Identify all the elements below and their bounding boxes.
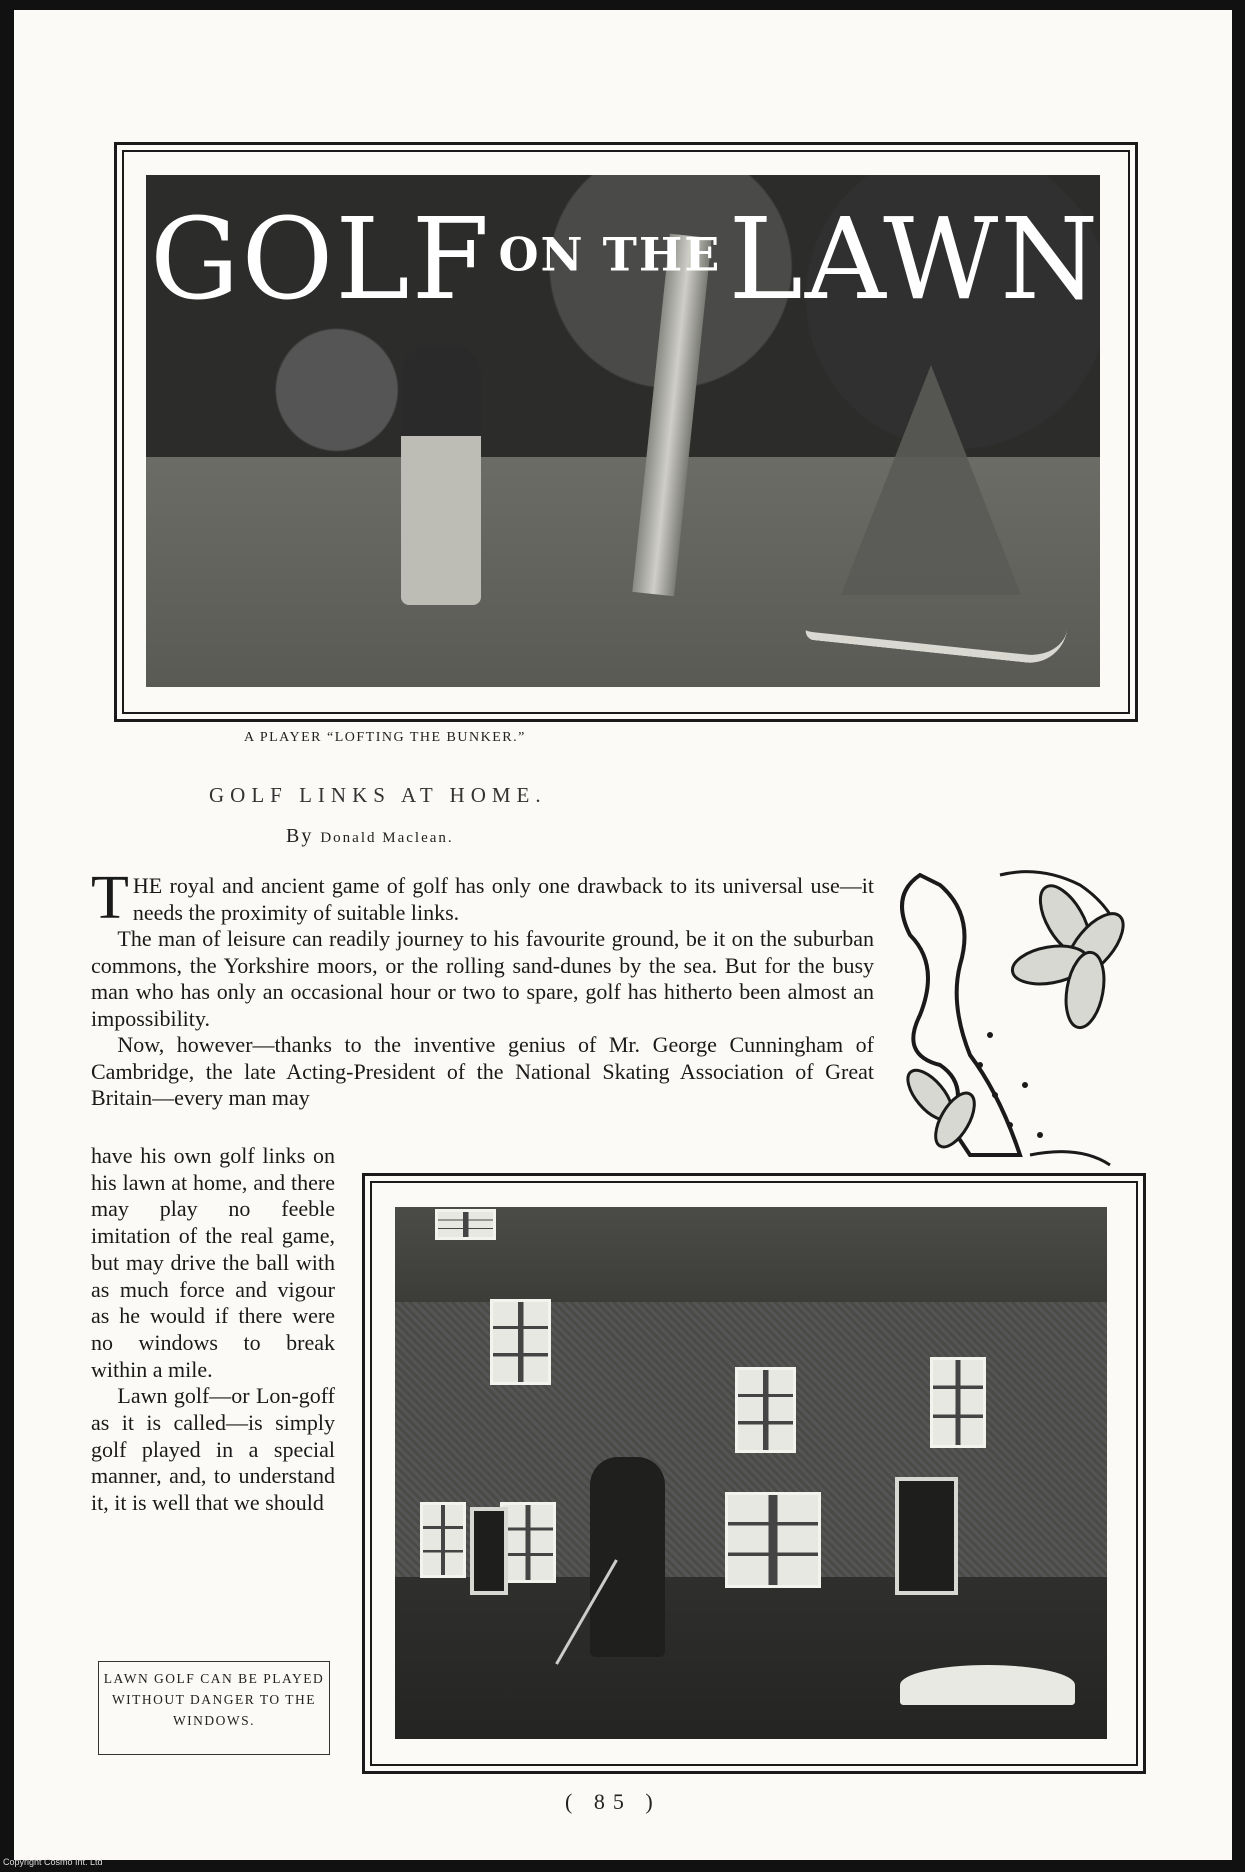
article-subtitle: GOLF LINKS AT HOME. bbox=[209, 783, 547, 807]
window bbox=[735, 1367, 796, 1453]
porch-door bbox=[895, 1477, 958, 1595]
page-number: ( 85 ) bbox=[565, 1789, 661, 1814]
window bbox=[930, 1357, 986, 1448]
title-lawn: LAWN bbox=[728, 195, 1101, 325]
byline-author: Donald Maclean. bbox=[320, 830, 454, 846]
paragraph-1 bbox=[91, 864, 874, 932]
paragraph-4: Lawn golf—or Lon-goff as it is called—is simply golf played in a special manner, and, to understand it, it is well that we should bbox=[91, 1383, 335, 1516]
photo-house-lawn-golf bbox=[395, 1207, 1107, 1739]
golfer-putting-figure bbox=[590, 1457, 665, 1657]
paragraph-1-text: HE royal and ancient game of golf has only one drawback to its universal use—it needs the proximity of suitable links. bbox=[132, 873, 874, 925]
paragraph-3: Now, however—thanks to the inventive genius of Mr. George Cunningham of Cambridge, the late Acting-President of the National Skating Association of Great Britain—every man may bbox=[91, 1032, 874, 1110]
front-lawn bbox=[395, 1577, 1107, 1739]
title-on-the: ON THE bbox=[498, 227, 722, 282]
paragraph-3-continued: have his own golf links on his lawn at home, and there may play no feeble imitation of the real game, but may drive the ball with as much force and vigour as he would if there were no windows to break within a mile. bbox=[91, 1143, 335, 1382]
window bbox=[420, 1502, 466, 1578]
title-golf: GOLF bbox=[150, 195, 492, 325]
house-door bbox=[470, 1507, 508, 1595]
golfer-figure bbox=[401, 345, 481, 605]
byline-prefix: By bbox=[286, 825, 314, 847]
window bbox=[500, 1502, 556, 1583]
window bbox=[435, 1209, 496, 1240]
bunker-net bbox=[841, 365, 1021, 595]
window bbox=[490, 1299, 551, 1385]
article-title bbox=[150, 195, 1101, 325]
copyright-notice: Copyright Cosmo Int. Ltd bbox=[3, 1857, 103, 1867]
article-body-top bbox=[91, 864, 874, 1112]
bay-window bbox=[725, 1492, 821, 1588]
article-body-column bbox=[91, 1143, 335, 1517]
sand-bunker bbox=[900, 1665, 1075, 1705]
house-roof bbox=[395, 1207, 1107, 1302]
paragraph-2: The man of leisure can readily journey to his favourite ground, be it on the suburban commons, the Yorkshire moors, or the rolling sand-dunes by the sea. But for the busy man who has only an occasional hour or two to spare, golf has hitherto been almost an impossibility. bbox=[91, 926, 874, 1031]
drop-cap: T bbox=[91, 864, 129, 932]
top-photo-caption: A PLAYER “LOFTING THE BUNKER.” bbox=[244, 730, 526, 745]
bottom-photo-caption: LAWN GOLF CAN BE PLAYED WITHOUT DANGER TO THE WINDOWS. bbox=[98, 1661, 330, 1755]
floral-ornament-icon bbox=[880, 855, 1140, 1180]
byline bbox=[286, 825, 454, 848]
